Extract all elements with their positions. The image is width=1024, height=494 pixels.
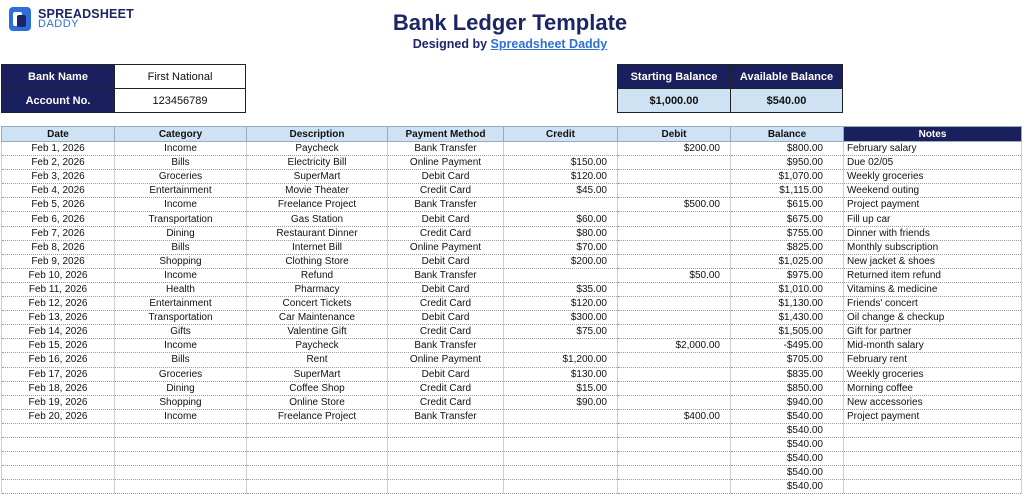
cell-credit[interactable]: $120.00 xyxy=(504,170,618,184)
cell-balance[interactable]: $850.00 xyxy=(731,381,844,395)
cell-date[interactable] xyxy=(2,452,115,466)
cell-category[interactable]: Income xyxy=(115,409,247,423)
table-row xyxy=(2,212,1022,226)
cell-date[interactable]: Feb 14, 2026 xyxy=(2,325,115,339)
cell-payment-method[interactable] xyxy=(388,437,504,451)
cell-notes[interactable]: Weekend outing xyxy=(844,184,1022,198)
cell-category[interactable]: Groceries xyxy=(115,367,247,381)
cell-balance[interactable]: $800.00 xyxy=(731,142,844,156)
cell-payment-method[interactable] xyxy=(388,423,504,437)
cell-description[interactable]: Paycheck xyxy=(247,142,388,156)
cell-category[interactable]: Bills xyxy=(115,240,247,254)
cell-payment-method[interactable]: Credit Card xyxy=(388,297,504,311)
cell-debit[interactable] xyxy=(618,226,731,240)
cell-debit[interactable] xyxy=(618,170,731,184)
starting-balance-label: Starting Balance xyxy=(618,65,731,89)
cell-description[interactable]: Movie Theater xyxy=(247,184,388,198)
cell-balance[interactable]: $835.00 xyxy=(731,367,844,381)
cell-notes[interactable]: Oil change & checkup xyxy=(844,311,1022,325)
cell-debit[interactable] xyxy=(618,297,731,311)
cell-category[interactable]: Dining xyxy=(115,381,247,395)
cell-category[interactable]: Transportation xyxy=(115,311,247,325)
cell-notes[interactable]: Gift for partner xyxy=(844,325,1022,339)
cell-notes[interactable]: Returned item refund xyxy=(844,268,1022,282)
cell-credit[interactable]: $45.00 xyxy=(504,184,618,198)
cell-category[interactable]: Entertainment xyxy=(115,184,247,198)
table-row xyxy=(2,325,1022,339)
cell-balance[interactable]: $1,505.00 xyxy=(731,325,844,339)
cell-category[interactable] xyxy=(115,480,247,494)
cell-debit[interactable] xyxy=(618,156,731,170)
cell-date[interactable]: Feb 5, 2026 xyxy=(2,198,115,212)
column-header-balance[interactable]: Balance xyxy=(731,127,844,142)
cell-debit[interactable] xyxy=(618,466,731,480)
ledger-body xyxy=(2,142,1022,494)
available-balance-cell[interactable]: $540.00 xyxy=(731,89,843,113)
cell-debit[interactable] xyxy=(618,240,731,254)
column-header-description[interactable]: Description xyxy=(247,127,388,142)
spreadsheet-daddy-link[interactable]: Spreadsheet Daddy xyxy=(490,37,608,51)
table-row xyxy=(2,311,1022,325)
table-row xyxy=(2,437,1022,451)
cell-debit[interactable]: $400.00 xyxy=(618,409,731,423)
cell-balance[interactable]: $950.00 xyxy=(731,156,844,170)
table-row xyxy=(2,198,1022,212)
cell-payment-method[interactable] xyxy=(388,466,504,480)
cell-debit[interactable] xyxy=(618,311,731,325)
cell-payment-method[interactable]: Bank Transfer xyxy=(388,409,504,423)
cell-balance[interactable]: $975.00 xyxy=(731,268,844,282)
bank-name-cell[interactable]: First National xyxy=(115,65,246,89)
cell-debit[interactable]: $2,000.00 xyxy=(618,339,731,353)
cell-date[interactable]: Feb 18, 2026 xyxy=(2,381,115,395)
cell-credit[interactable] xyxy=(504,339,618,353)
cell-notes[interactable]: Morning coffee xyxy=(844,381,1022,395)
cell-date[interactable]: Feb 8, 2026 xyxy=(2,240,115,254)
cell-payment-method[interactable]: Bank Transfer xyxy=(388,268,504,282)
cell-balance[interactable]: $540.00 xyxy=(731,437,844,451)
cell-payment-method[interactable]: Credit Card xyxy=(388,395,504,409)
cell-description[interactable]: Freelance Project xyxy=(247,198,388,212)
logo-text-primary: SPREADSHEET xyxy=(38,7,134,21)
cell-notes[interactable]: Dinner with friends xyxy=(844,226,1022,240)
cell-date[interactable]: Feb 11, 2026 xyxy=(2,282,115,296)
cell-credit[interactable]: $300.00 xyxy=(504,311,618,325)
cell-date[interactable]: Feb 20, 2026 xyxy=(2,409,115,423)
cell-description[interactable]: Coffee Shop xyxy=(247,381,388,395)
cell-notes[interactable]: February rent xyxy=(844,353,1022,367)
cell-debit[interactable] xyxy=(618,184,731,198)
cell-description[interactable] xyxy=(247,423,388,437)
cell-balance[interactable]: -$495.00 xyxy=(731,339,844,353)
cell-credit[interactable] xyxy=(504,409,618,423)
cell-debit[interactable] xyxy=(618,325,731,339)
cell-description[interactable]: Valentine Gift xyxy=(247,325,388,339)
cell-credit[interactable]: $75.00 xyxy=(504,325,618,339)
cell-category[interactable]: Bills xyxy=(115,353,247,367)
cell-date[interactable]: Feb 3, 2026 xyxy=(2,170,115,184)
account-no-label: Account No. xyxy=(2,89,115,113)
cell-debit[interactable] xyxy=(618,367,731,381)
table-row xyxy=(2,170,1022,184)
cell-balance[interactable]: $540.00 xyxy=(731,423,844,437)
table-row xyxy=(2,395,1022,409)
cell-category[interactable]: Health xyxy=(115,282,247,296)
cell-balance[interactable]: $940.00 xyxy=(731,395,844,409)
cell-credit[interactable] xyxy=(504,198,618,212)
cell-credit[interactable]: $150.00 xyxy=(504,156,618,170)
subtitle-prefix: Designed by xyxy=(412,37,488,51)
cell-debit[interactable] xyxy=(618,254,731,268)
cell-payment-method[interactable]: Bank Transfer xyxy=(388,339,504,353)
bank-name-label: Bank Name xyxy=(2,65,115,89)
cell-credit[interactable]: $15.00 xyxy=(504,381,618,395)
cell-description[interactable]: SuperMart xyxy=(247,367,388,381)
cell-payment-method[interactable]: Online Payment xyxy=(388,156,504,170)
cell-payment-method[interactable]: Debit Card xyxy=(388,311,504,325)
cell-date[interactable]: Feb 7, 2026 xyxy=(2,226,115,240)
table-row xyxy=(2,409,1022,423)
cell-credit[interactable] xyxy=(504,452,618,466)
cell-category[interactable]: Groceries xyxy=(115,170,247,184)
cell-notes[interactable] xyxy=(844,423,1022,437)
cell-debit[interactable] xyxy=(618,480,731,494)
cell-credit[interactable] xyxy=(504,480,618,494)
cell-credit[interactable] xyxy=(504,437,618,451)
ledger-table xyxy=(1,126,1022,494)
cell-description[interactable]: Car Maintenance xyxy=(247,311,388,325)
cell-description[interactable]: Restaurant Dinner xyxy=(247,226,388,240)
cell-notes[interactable] xyxy=(844,452,1022,466)
cell-balance[interactable]: $615.00 xyxy=(731,198,844,212)
column-header-notes[interactable]: Notes xyxy=(844,127,1022,142)
column-header-category[interactable]: Category xyxy=(115,127,247,142)
cell-payment-method[interactable]: Credit Card xyxy=(388,325,504,339)
cell-balance[interactable]: $1,010.00 xyxy=(731,282,844,296)
cell-debit[interactable]: $500.00 xyxy=(618,198,731,212)
table-row xyxy=(2,367,1022,381)
cell-debit[interactable] xyxy=(618,381,731,395)
cell-notes[interactable]: Mid-month salary xyxy=(844,339,1022,353)
ledger-header-row xyxy=(2,127,1022,142)
column-header-debit[interactable]: Debit xyxy=(618,127,731,142)
cell-date[interactable]: Feb 15, 2026 xyxy=(2,339,115,353)
cell-category[interactable] xyxy=(115,452,247,466)
cell-description[interactable] xyxy=(247,452,388,466)
cell-balance[interactable]: $1,430.00 xyxy=(731,311,844,325)
cell-debit[interactable] xyxy=(618,437,731,451)
table-row xyxy=(2,254,1022,268)
cell-description[interactable]: Refund xyxy=(247,268,388,282)
cell-date[interactable]: Feb 10, 2026 xyxy=(2,268,115,282)
table-row xyxy=(2,268,1022,282)
cell-date[interactable]: Feb 13, 2026 xyxy=(2,311,115,325)
cell-payment-method[interactable] xyxy=(388,452,504,466)
cell-category[interactable]: Shopping xyxy=(115,254,247,268)
cell-debit[interactable] xyxy=(618,452,731,466)
cell-description[interactable]: Gas Station xyxy=(247,212,388,226)
cell-balance[interactable]: $825.00 xyxy=(731,240,844,254)
cell-date[interactable]: Feb 2, 2026 xyxy=(2,156,115,170)
cell-notes[interactable] xyxy=(844,480,1022,494)
table-row xyxy=(2,156,1022,170)
cell-category[interactable]: Income xyxy=(115,339,247,353)
cell-notes[interactable]: Due 02/05 xyxy=(844,156,1022,170)
cell-balance[interactable]: $705.00 xyxy=(731,353,844,367)
table-row xyxy=(2,423,1022,437)
cell-notes[interactable]: Friends' concert xyxy=(844,297,1022,311)
cell-notes[interactable]: New accessories xyxy=(844,395,1022,409)
cell-date[interactable]: Feb 17, 2026 xyxy=(2,367,115,381)
cell-description[interactable]: Online Store xyxy=(247,395,388,409)
table-row xyxy=(2,381,1022,395)
cell-debit[interactable]: $50.00 xyxy=(618,268,731,282)
cell-category[interactable]: Dining xyxy=(115,226,247,240)
cell-date[interactable] xyxy=(2,437,115,451)
cell-payment-method[interactable]: Debit Card xyxy=(388,170,504,184)
cell-balance[interactable]: $675.00 xyxy=(731,212,844,226)
cell-credit[interactable]: $35.00 xyxy=(504,282,618,296)
page-header xyxy=(280,10,740,52)
cell-notes[interactable]: Fill up car xyxy=(844,212,1022,226)
page-title: Bank Ledger Template xyxy=(392,10,628,35)
cell-category[interactable]: Income xyxy=(115,142,247,156)
cell-description[interactable] xyxy=(247,480,388,494)
cell-category[interactable]: Bills xyxy=(115,156,247,170)
column-header-date[interactable]: Date xyxy=(2,127,115,142)
cell-credit[interactable]: $80.00 xyxy=(504,226,618,240)
cell-date[interactable]: Feb 1, 2026 xyxy=(2,142,115,156)
cell-description[interactable]: Internet Bill xyxy=(247,240,388,254)
page-subtitle xyxy=(280,36,740,52)
cell-notes[interactable] xyxy=(844,437,1022,451)
cell-payment-method[interactable]: Debit Card xyxy=(388,282,504,296)
cell-date[interactable] xyxy=(2,480,115,494)
cell-date[interactable]: Feb 12, 2026 xyxy=(2,297,115,311)
cell-notes[interactable]: Project payment xyxy=(844,198,1022,212)
cell-description[interactable]: Electricity Bill xyxy=(247,156,388,170)
cell-payment-method[interactable]: Debit Card xyxy=(388,212,504,226)
cell-category[interactable] xyxy=(115,437,247,451)
cell-payment-method[interactable]: Bank Transfer xyxy=(388,142,504,156)
cell-date[interactable]: Feb 4, 2026 xyxy=(2,184,115,198)
table-row xyxy=(2,452,1022,466)
cell-notes[interactable]: Weekly groceries xyxy=(844,170,1022,184)
cell-debit[interactable] xyxy=(618,353,731,367)
cell-payment-method[interactable] xyxy=(388,480,504,494)
cell-notes[interactable]: New jacket & shoes xyxy=(844,254,1022,268)
cell-payment-method[interactable]: Credit Card xyxy=(388,381,504,395)
cell-credit[interactable] xyxy=(504,466,618,480)
cell-date[interactable] xyxy=(2,466,115,480)
cell-category[interactable] xyxy=(115,466,247,480)
cell-credit[interactable]: $120.00 xyxy=(504,297,618,311)
spreadsheet-daddy-logo xyxy=(8,6,134,32)
cell-description[interactable]: SuperMart xyxy=(247,170,388,184)
cell-description[interactable] xyxy=(247,437,388,451)
cell-payment-method[interactable]: Online Payment xyxy=(388,353,504,367)
table-row xyxy=(2,142,1022,156)
table-row xyxy=(2,466,1022,480)
cell-date[interactable]: Feb 19, 2026 xyxy=(2,395,115,409)
cell-notes[interactable]: Project payment xyxy=(844,409,1022,423)
cell-balance[interactable]: $540.00 xyxy=(731,452,844,466)
cell-description[interactable]: Clothing Store xyxy=(247,254,388,268)
cell-credit[interactable]: $1,200.00 xyxy=(504,353,618,367)
cell-payment-method[interactable]: Debit Card xyxy=(388,254,504,268)
cell-notes[interactable]: Monthly subscription xyxy=(844,240,1022,254)
table-row xyxy=(2,240,1022,254)
cell-category[interactable]: Income xyxy=(115,268,247,282)
cell-category[interactable]: Gifts xyxy=(115,325,247,339)
cell-balance[interactable]: $540.00 xyxy=(731,466,844,480)
cell-category[interactable]: Shopping xyxy=(115,395,247,409)
cell-balance[interactable]: $540.00 xyxy=(731,409,844,423)
balance-summary-table xyxy=(617,64,843,113)
table-row xyxy=(2,480,1022,494)
cell-payment-method[interactable]: Debit Card xyxy=(388,367,504,381)
cell-balance[interactable]: $1,070.00 xyxy=(731,170,844,184)
cell-balance[interactable]: $1,025.00 xyxy=(731,254,844,268)
cell-category[interactable]: Entertainment xyxy=(115,297,247,311)
cell-description[interactable] xyxy=(247,466,388,480)
table-row xyxy=(2,339,1022,353)
cell-notes[interactable]: Vitamins & medicine xyxy=(844,282,1022,296)
cell-payment-method[interactable]: Bank Transfer xyxy=(388,198,504,212)
cell-category[interactable]: Income xyxy=(115,198,247,212)
cell-credit[interactable]: $70.00 xyxy=(504,240,618,254)
cell-category[interactable] xyxy=(115,423,247,437)
cell-description[interactable]: Concert Tickets xyxy=(247,297,388,311)
cell-description[interactable]: Paycheck xyxy=(247,339,388,353)
cell-notes[interactable]: Weekly groceries xyxy=(844,367,1022,381)
cell-date[interactable]: Feb 9, 2026 xyxy=(2,254,115,268)
table-row xyxy=(2,353,1022,367)
cell-date[interactable]: Feb 6, 2026 xyxy=(2,212,115,226)
cell-description[interactable]: Pharmacy xyxy=(247,282,388,296)
cell-credit[interactable]: $200.00 xyxy=(504,254,618,268)
cell-credit[interactable] xyxy=(504,423,618,437)
starting-balance-cell[interactable]: $1,000.00 xyxy=(618,89,731,113)
cell-credit[interactable]: $60.00 xyxy=(504,212,618,226)
cell-credit[interactable]: $90.00 xyxy=(504,395,618,409)
cell-balance[interactable]: $1,115.00 xyxy=(731,184,844,198)
cell-date[interactable] xyxy=(2,423,115,437)
cell-date[interactable]: Feb 16, 2026 xyxy=(2,353,115,367)
cell-payment-method[interactable]: Credit Card xyxy=(388,226,504,240)
logo-text-secondary: DADDY xyxy=(38,18,80,30)
cell-payment-method[interactable]: Credit Card xyxy=(388,184,504,198)
cell-balance[interactable]: $1,130.00 xyxy=(731,297,844,311)
cell-credit[interactable] xyxy=(504,142,618,156)
cell-debit[interactable] xyxy=(618,282,731,296)
cell-notes[interactable]: February salary xyxy=(844,142,1022,156)
cell-debit[interactable]: $200.00 xyxy=(618,142,731,156)
cell-debit[interactable] xyxy=(618,395,731,409)
available-balance-label: Available Balance xyxy=(731,65,843,89)
cell-description[interactable]: Freelance Project xyxy=(247,409,388,423)
cell-debit[interactable] xyxy=(618,212,731,226)
cell-credit[interactable]: $130.00 xyxy=(504,367,618,381)
cell-debit[interactable] xyxy=(618,423,731,437)
logo-icon xyxy=(8,6,32,32)
cell-description[interactable]: Rent xyxy=(247,353,388,367)
column-header-credit[interactable]: Credit xyxy=(504,127,618,142)
cell-credit[interactable] xyxy=(504,268,618,282)
column-header-payment-method[interactable]: Payment Method xyxy=(388,127,504,142)
account-no-cell[interactable]: 123456789 xyxy=(115,89,246,113)
cell-category[interactable]: Transportation xyxy=(115,212,247,226)
cell-notes[interactable] xyxy=(844,466,1022,480)
table-row xyxy=(2,184,1022,198)
table-row xyxy=(2,226,1022,240)
table-row xyxy=(2,282,1022,296)
cell-balance[interactable]: $540.00 xyxy=(731,480,844,494)
account-info-table xyxy=(1,64,246,113)
cell-payment-method[interactable]: Online Payment xyxy=(388,240,504,254)
cell-balance[interactable]: $755.00 xyxy=(731,226,844,240)
table-row xyxy=(2,297,1022,311)
